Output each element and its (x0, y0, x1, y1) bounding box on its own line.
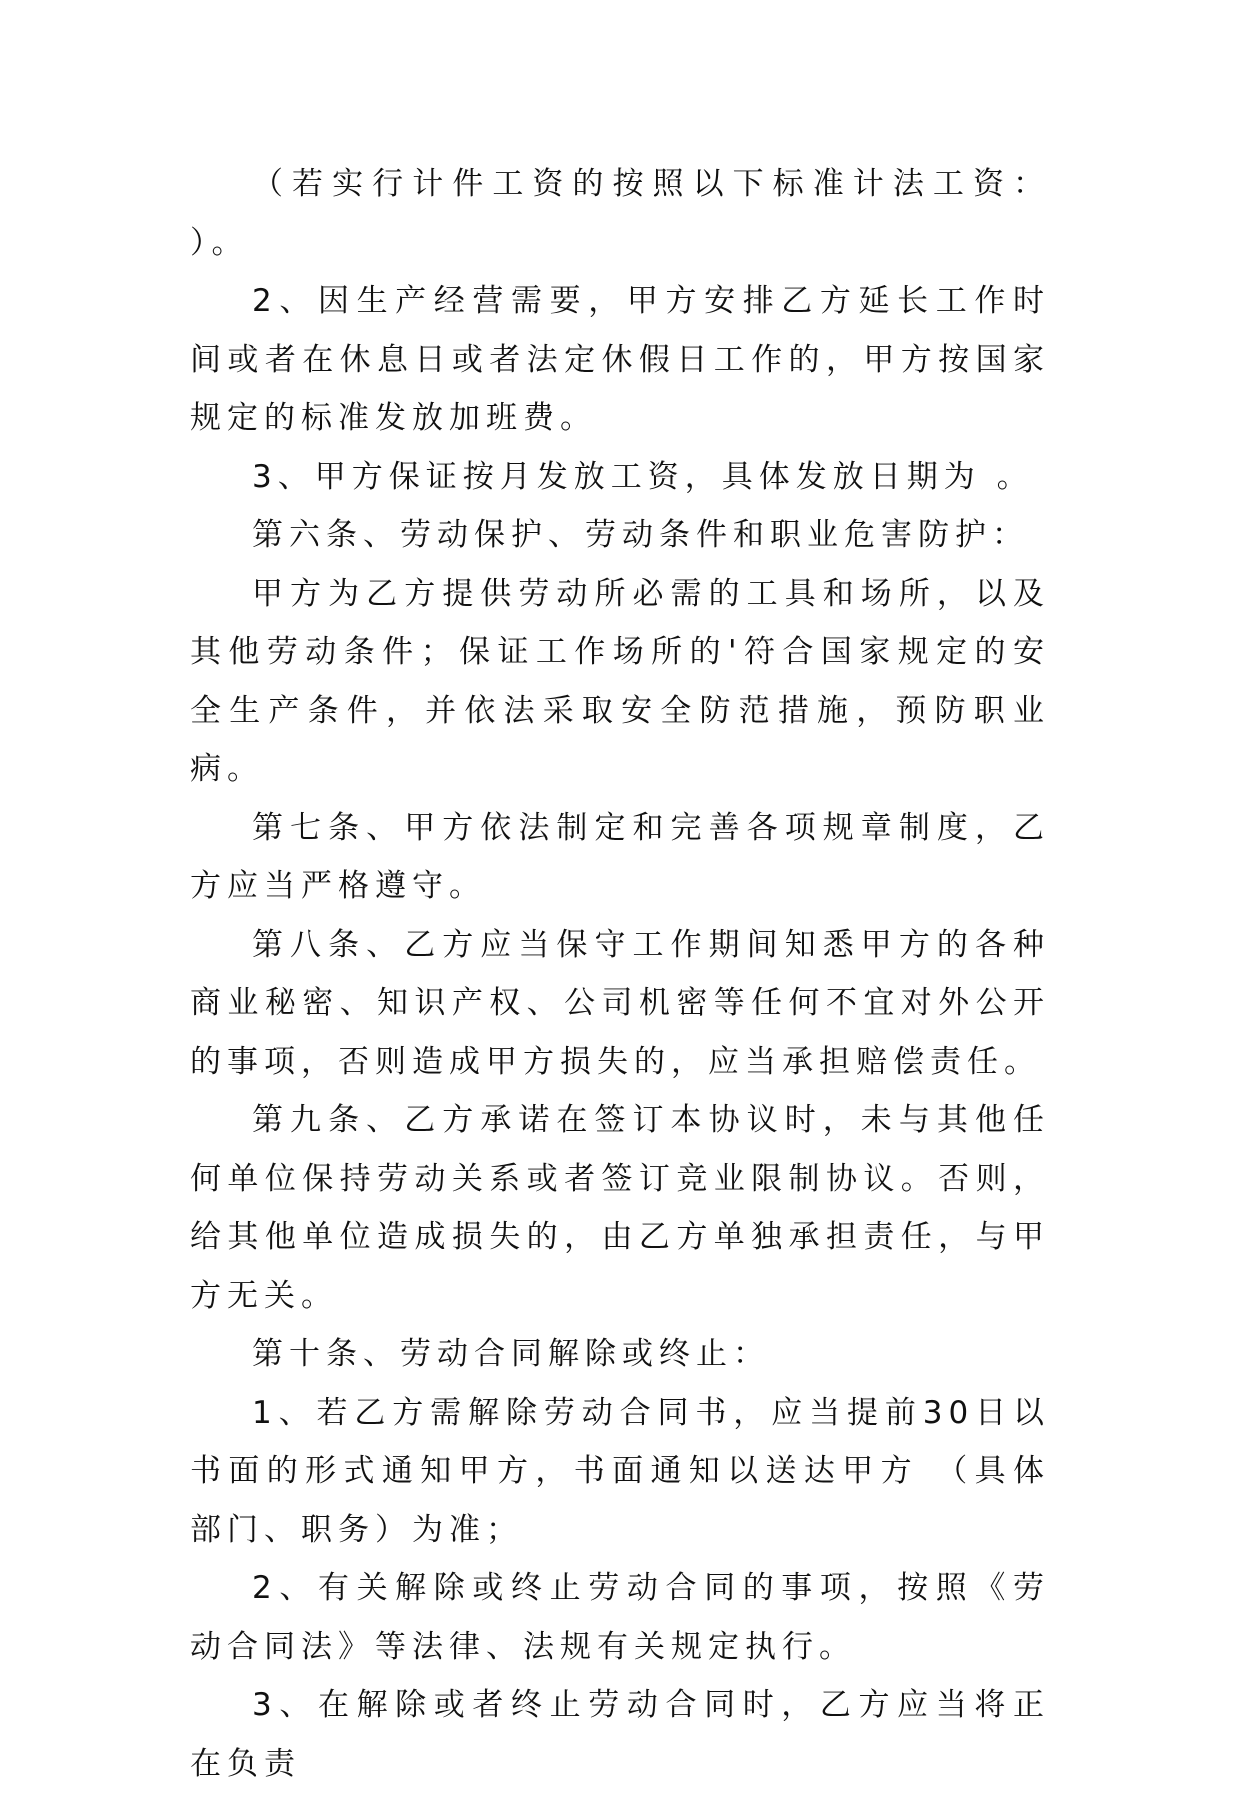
article-6-heading: 第六条、劳动保护、劳动条件和职业危害防护： (252, 517, 1029, 553)
article-10-heading: 第十条、劳动合同解除或终止： (252, 1336, 770, 1372)
article-7: 第七条、甲方依法制定和完善各项规章制度，乙方应当严格遵守。 (190, 809, 1050, 904)
paragraph-termination-law: 2、有关解除或终止劳动合同的事项，按照《劳动合同法》等法律、法规有关规定执行。 (190, 1570, 1050, 1665)
paragraph-overtime-pay: 2、因生产经营需要，甲方安排乙方延长工作时间或者在休息日或者法定休假日工作的，甲方按国家规定的标准发放加班费。 (190, 283, 1050, 436)
paragraph-handover: 3、在解除或者终止劳动合同时，乙方应当将正在负责 (190, 1687, 1050, 1782)
article-8: 第八条、乙方应当保守工作期间知悉甲方的各种商业秘密、知识产权、公司机密等任何不宜对外公开的事项，否则造成甲方损失的，应当承担赔偿责任。 (190, 926, 1050, 1080)
paragraph-labor-protection: 甲方为乙方提供劳动所必需的工具和场所，以及其他劳动条件；保证工作场所的'符合国家规定的安全生产条件，并依法采取安全防范措施，预防职业病。 (190, 575, 1050, 787)
paragraph-termination-notice: 1、若乙方需解除劳动合同书，应当提前30日以书面的形式通知甲方，书面通知以送达甲方 （具体部门、职务）为准； (190, 1394, 1050, 1548)
paragraph-piecework-wage-note: （若实行计件工资的按照以下标准计法工资： ）。 (190, 166, 1050, 261)
article-9: 第九条、乙方承诺在签订本协议时，未与其他任何单位保持劳动关系或者签订竞业限制协议。否则，给其他单位造成损失的，由乙方单独承担责任，与甲方无关。 (190, 1102, 1050, 1314)
document-body (190, 155, 1050, 1793)
paragraph-monthly-pay-date: 3、甲方保证按月发放工资，具体发放日期为 。 (252, 458, 1034, 495)
